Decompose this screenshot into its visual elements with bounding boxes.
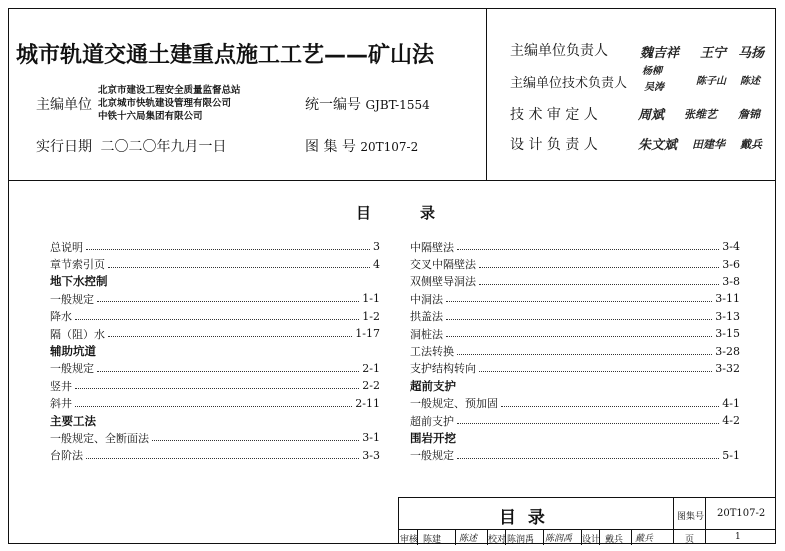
signature: 詹锦 [738,108,760,121]
toc-title-right: 录 [420,204,436,222]
toc-page-number: 5-1 [722,448,740,462]
header-vertical-divider [486,8,487,180]
design-name: 戴兵 [605,535,624,545]
toc-item-title: 斜井 [50,397,72,411]
toc-item [50,308,380,325]
toc-page-number: 3-6 [722,257,740,271]
review-label: 审核 [400,535,419,545]
toc-item-title: 隔（阻）水 [50,327,105,341]
signature: 朱文斌 [638,138,678,153]
toc-item-title: 一般规定 [50,292,94,306]
atlas-number-label: 图 集 号 [305,139,356,155]
title-block-line [673,498,674,544]
toc-page-number: 3-11 [715,292,740,306]
toc-item [410,412,740,429]
toc-left-column [50,238,380,464]
toc-item [410,342,740,359]
toc-item-title: 工法转换 [410,345,454,359]
title-block-line [543,529,544,545]
toc-item-title: 竖井 [50,379,72,393]
toc-item-title: 双侧壁导洞法 [410,275,476,289]
unified-number-value: GJBT-1554 [365,98,430,112]
toc-item-title: 支护结构转向 [410,362,476,376]
responsible-label: 设 计 负 责 人 [510,137,598,153]
editor-units [98,84,241,123]
toc-item [50,255,380,272]
toc-page-number: 4-2 [722,414,740,428]
toc-section [410,429,740,446]
editor-unit-label: 主编单位 [36,97,92,113]
unified-number-label: 统一编号 [305,97,361,113]
signature: 杨柳 [642,66,662,77]
title-block-line [455,529,456,545]
signature: 吴涛 [644,82,664,93]
signature: 陈子山 [696,76,726,87]
toc-page-number: 3-28 [715,344,740,358]
toc-leader-dots [97,371,359,372]
toc-section [410,377,740,394]
toc-item [50,238,380,255]
date-label: 实行日期 [36,139,92,155]
atlas-label: 图集号 [677,512,705,522]
toc-page-number: 3-8 [722,274,740,288]
toc-right-column [410,238,740,464]
atlas-value: 20T107-2 [717,508,766,519]
toc-item-title: 中隔壁法 [410,240,454,254]
toc-item-title: 超前支护 [410,414,454,428]
responsible-row-4 [510,134,598,154]
toc-leader-dots [108,267,370,268]
page-value: 1 [735,532,741,542]
toc-section [50,273,380,290]
signature: 张维艺 [684,108,717,121]
toc-item [410,360,740,377]
signature: 马扬 [738,46,765,61]
toc-item-title: 交叉中隔壁法 [410,258,476,272]
toc-item-title: 洞桩法 [410,327,443,341]
toc-leader-dots [479,371,712,372]
toc-item-title: 辅助坑道 [50,344,96,359]
toc-leader-dots [446,336,712,337]
toc-page-number: 3-32 [715,361,740,375]
toc-page-number: 3-15 [715,327,740,341]
title-block-line [705,498,706,544]
design-label: 设计 [582,535,601,545]
toc-page-number: 3-3 [362,448,380,462]
toc-item-title: 台阶法 [50,449,83,463]
toc-leader-dots [479,284,719,285]
toc-section [50,342,380,359]
toc-item-title: 地下水控制 [50,274,108,289]
toc-item-title: 一般规定 [410,449,454,463]
signature: 王宁 [700,46,727,61]
toc-item-title: 一般规定、全断面法 [50,431,149,445]
date-value: 二〇二〇年九月一日 [100,139,227,155]
toc-page-number: 2-1 [362,361,380,375]
toc-page-number: 3-1 [362,431,380,445]
toc-page-number: 1-2 [362,309,380,323]
toc-leader-dots [86,458,359,459]
review-name: 陈建 [423,535,442,545]
toc-item [50,395,380,412]
toc-item [410,255,740,272]
main-title: 城市轨道交通土建重点施工工艺——矿山法 [16,43,435,68]
toc-item [410,325,740,342]
header-divider [8,180,776,181]
toc-leader-dots [446,301,712,302]
signature: 魏吉祥 [640,46,680,61]
signature: 田建华 [692,138,725,151]
signature: 戴兵 [740,138,762,151]
toc-item-title: 一般规定、预加固 [410,397,498,411]
toc-item-title: 降水 [50,310,72,324]
toc-item [50,290,380,307]
title-block-title: 目 录 [499,508,545,528]
toc-leader-dots [108,336,352,337]
toc-leader-dots [457,458,719,459]
check-label: 校对 [488,535,507,545]
toc-item-title: 总说明 [50,240,83,254]
toc-leader-dots [75,319,359,320]
title-block [398,497,776,544]
toc-leader-dots [457,354,712,355]
toc-leader-dots [75,388,359,389]
toc-item [410,238,740,255]
editor-unit-2: 北京城市快轨建设管理有限公司 [98,98,232,109]
toc-page-number: 2-2 [362,379,380,393]
toc-leader-dots [457,423,719,424]
toc-page-number: 4-1 [722,396,740,410]
toc-leader-dots [75,406,352,407]
toc-page-number: 4 [373,257,380,271]
toc-leader-dots [479,267,719,268]
toc-item [50,325,380,342]
toc-item [410,447,740,464]
toc-item [410,273,740,290]
toc-page-number: 3-13 [715,309,740,323]
toc-item-title: 中洞法 [410,292,443,306]
design-signature: 戴兵 [635,534,654,544]
toc-leader-dots [446,319,712,320]
toc-leader-dots [86,249,370,250]
toc-item-title: 超前支护 [410,378,456,393]
signature: 陈述 [740,76,760,87]
responsible-label: 技 术 审 定 人 [510,107,598,123]
toc-page-number: 3 [373,240,380,254]
toc-item [410,395,740,412]
editor-unit-3: 中铁十六局集团有限公司 [98,111,203,122]
responsible-label: 主编单位负责人 [510,43,608,59]
toc-page-number: 1-17 [355,327,380,341]
toc-item [50,447,380,464]
check-signature: 陈润禹 [545,534,573,544]
signature: 周斌 [638,108,665,123]
check-name: 陈润禹 [507,535,535,545]
review-signature: 陈述 [459,534,478,544]
toc-page-number: 1-1 [362,292,380,306]
toc-leader-dots [152,440,359,441]
toc-item-title: 一般规定 [50,362,94,376]
toc-page-number: 3-4 [722,240,740,254]
toc-item-title: 章节索引页 [50,258,105,272]
atlas-number-value: 20T107-2 [360,140,419,154]
toc-section [50,412,380,429]
responsible-label: 主编单位技术负责人 [510,76,628,91]
responsible-row-2 [510,72,627,91]
unified-number [305,94,430,114]
atlas-number [305,136,418,156]
toc-title-left: 目 [356,204,372,222]
date-row [36,136,226,156]
toc-leader-dots [97,301,359,302]
toc-item-title: 围岩开挖 [410,430,456,445]
toc-item [410,290,740,307]
toc-leader-dots [457,249,719,250]
toc-page-number: 2-11 [355,396,380,410]
responsible-row-3 [510,104,598,124]
page-label: 页 [685,535,695,545]
title-block-line [631,529,632,545]
toc-item [50,360,380,377]
toc-item [50,429,380,446]
editor-unit-1: 北京市建设工程安全质量监督总站 [98,85,241,96]
toc-item [410,308,740,325]
toc-item [50,377,380,394]
toc-item-title: 主要工法 [50,413,96,428]
toc-item-title: 拱盖法 [410,310,443,324]
toc-leader-dots [501,406,719,407]
responsible-row-1 [510,40,608,60]
